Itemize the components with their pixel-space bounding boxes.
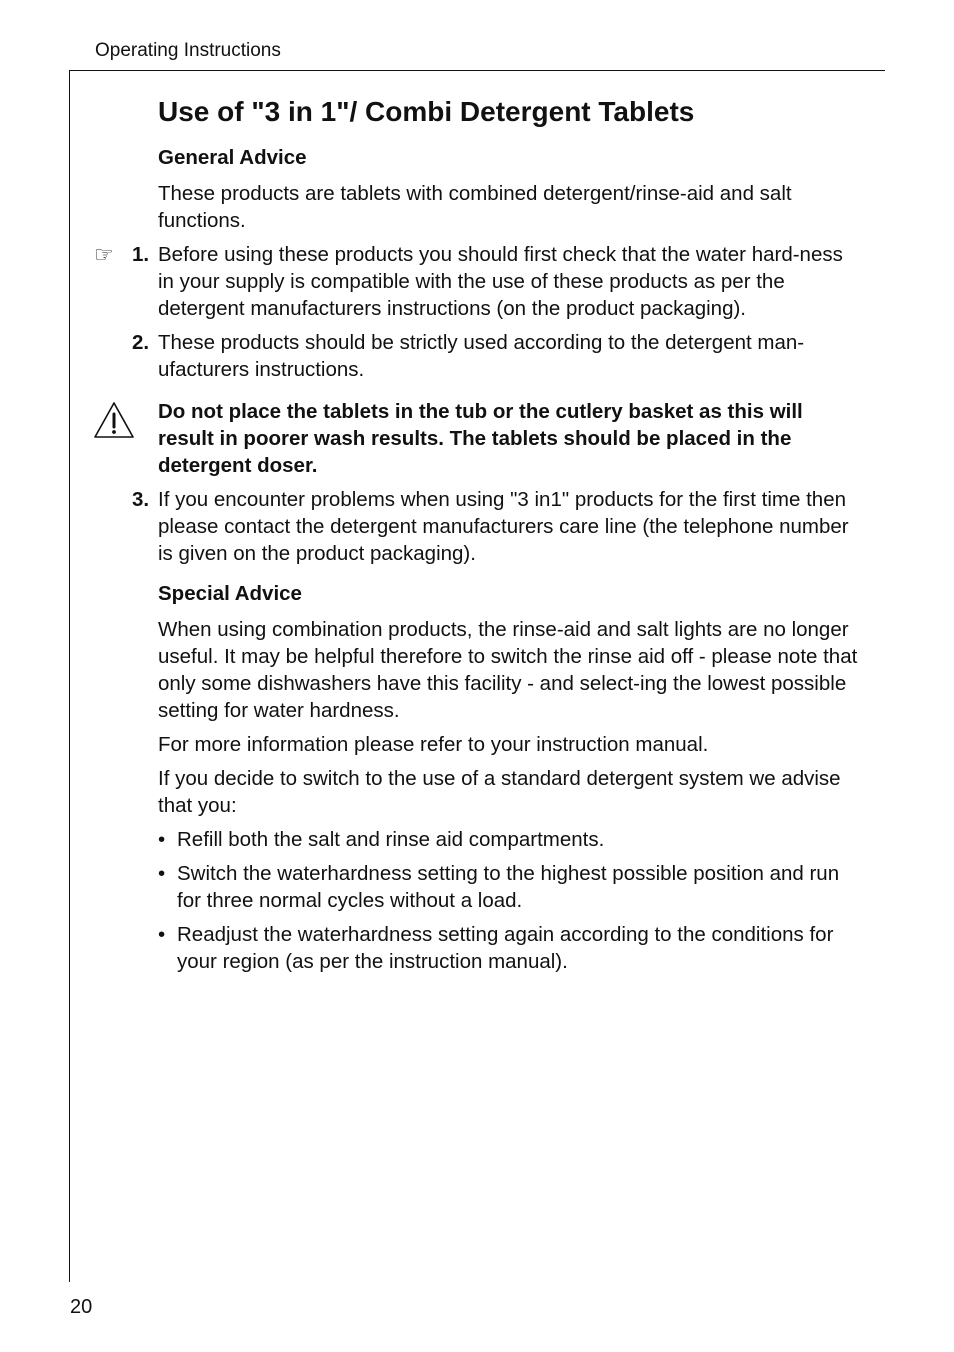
warning-triangle-icon: [92, 400, 136, 440]
item-text: These products should be strictly used according to the detergent man-ufacturers instructions.: [158, 331, 805, 381]
bullet-text: Refill both the salt and rinse aid compartments.: [177, 828, 605, 851]
page-content: [94, 94, 864, 982]
special-advice-heading: Special Advice: [158, 582, 302, 605]
general-advice-intro: These products are tablets with combined detergent/rinse-aid and salt functions.: [158, 182, 792, 232]
bullet-item-2: [158, 860, 864, 914]
bullet-icon: •: [158, 828, 166, 851]
warning-note: [158, 398, 864, 479]
bullet-text: Readjust the waterhardness setting again according to the conditions for your region (as per the instruction manual).: [177, 923, 834, 973]
bullet-item-3: [158, 921, 864, 975]
list-item-3: [132, 486, 864, 567]
running-header: Operating Instructions: [95, 40, 281, 61]
list-item-1: [94, 241, 864, 322]
bullet-icon: •: [158, 862, 166, 885]
item-number: 1.: [132, 243, 150, 266]
item-number: 2.: [132, 331, 150, 354]
margin-rule: [69, 70, 70, 1282]
special-advice-para-3: If you decide to switch to the use of a standard detergent system we advise that you:: [158, 767, 841, 817]
warning-text: Do not place the tablets in the tub or the cutlery basket as this will result in poorer wash results. The tablets should be placed in the detergent doser.: [158, 400, 803, 477]
bullet-text: Switch the waterhardness setting to the highest possible position and run for three normal cycles without a load.: [177, 862, 840, 912]
page-number: 20: [70, 1296, 93, 1318]
bullet-icon: •: [158, 923, 166, 946]
pointing-hand-icon: ☞: [94, 242, 114, 267]
item-text: Before using these products you should first check that the water hard-ness in your supply is compatible with the use of these products as per the detergent manufacturers instructions (on the product packaging).: [158, 243, 843, 320]
special-advice-para-1: When using combination products, the rinse-aid and salt lights are no longer useful. It may be helpful therefore to switch the rinse aid off - please note that only some dishwashers have this facility - and select-ing the lowest possible setting for water hardness.: [158, 618, 858, 722]
special-advice-para-2: For more information please refer to your instruction manual.: [158, 733, 709, 756]
bullet-item-1: [158, 826, 864, 853]
header-rule: [69, 70, 885, 71]
list-item-2: [132, 329, 864, 383]
item-text: If you encounter problems when using "3 in1" products for the first time then please contact the detergent manufacturers care line (the telephone number is given on the product packaging).: [158, 488, 849, 565]
general-advice-heading: General Advice: [158, 146, 307, 169]
item-number: 3.: [132, 488, 150, 511]
page-title: Use of "3 in 1"/ Combi Detergent Tablets: [158, 96, 695, 127]
